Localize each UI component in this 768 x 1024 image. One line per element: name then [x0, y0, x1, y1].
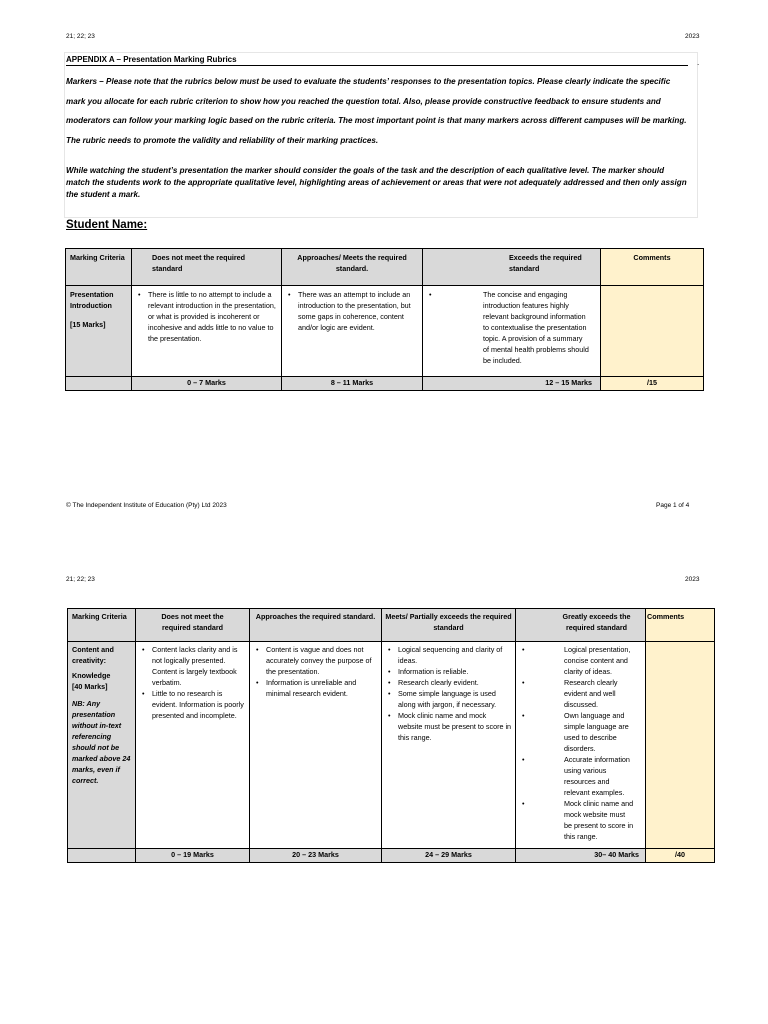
header-meets-partially-exceeds: Meets/ Partially exceeds the required standard: [382, 609, 516, 642]
descriptor-approaches-meets: [282, 286, 423, 377]
list-item: • Research clearly evident.: [384, 677, 512, 688]
descriptor-meets-partially-exceeds: [382, 642, 516, 849]
list-item: • Little to no research is evident. Information is poorly presented and incomplete.: [138, 688, 246, 721]
descriptor-approaches: [250, 642, 382, 849]
rubric-table-introduction: [65, 248, 704, 391]
header-exceeds: Exceeds the required standard: [423, 249, 601, 286]
list-item: • Research clearly evident and well discussed.: [518, 677, 635, 710]
marks-range-4: 30– 40 Marks: [516, 849, 646, 863]
page-header-right: 2023: [685, 33, 700, 40]
appendix-title: APPENDIX A – Presentation Marking Rubrics: [66, 55, 688, 66]
footer-page-number: Page 1 of 4: [656, 502, 690, 509]
criterion-marks: [40 Marks]: [72, 682, 108, 691]
list-item: • Information is unreliable and minimal research evident.: [252, 677, 378, 699]
footer-copyright: © The Independent Institute of Education (Pty) Ltd 2023: [66, 502, 227, 509]
rubric-table-content: [67, 608, 715, 863]
criterion-knowledge: Knowledge: [72, 671, 111, 680]
list-item: • Logical sequencing and clarity of ideas.: [384, 644, 512, 666]
criterion-marks: [15 Marks]: [70, 320, 106, 329]
list-item: • Mock clinic name and mock website must be present to score in this range.: [518, 798, 635, 842]
page-header-left: 21; 22; 23: [66, 576, 95, 583]
marks-range-3: 12 – 15 Marks: [423, 377, 601, 391]
marks-blank-cell: [68, 849, 136, 863]
marks-total: /40: [646, 849, 715, 863]
header-marking-criteria: Marking Criteria: [68, 609, 136, 642]
list-item: • There is little to no attempt to include a relevant introduction in the presentation, or what is provided is incoherent or incohesive and adds little to no value to the presentation.: [134, 289, 277, 344]
instructions-paragraph-1: Markers – Please note that the rubrics below must be used to evaluate the students’ responses to the presentation topics. Please clearly indicate the specific mark you allocate for each rubric criterion to show how you reached the question total. Also, please provide constructive feedback to ensure students and moderators can follow your marking logic based on the rubric criteria. The most important point is that many markers across different campuses will be marking. The rubric needs to promote the validity and reliability of their marking practices.: [66, 77, 687, 146]
student-name-label: Student Name:: [66, 219, 148, 231]
criterion-cell: [66, 286, 132, 377]
marks-range-2: 20 – 23 Marks: [250, 849, 382, 863]
marks-total: /15: [601, 377, 704, 391]
header-does-not-meet: Does not meet the required standard: [136, 609, 250, 642]
list-item: • Accurate information using various resources and relevant examples.: [518, 754, 635, 798]
list-item: • There was an attempt to include an introduction to the presentation, but some gaps in coherence, content and/or logic are evident.: [284, 289, 418, 333]
list-item: • Own language and simple language are used to describe disorders.: [518, 710, 635, 754]
header-does-not-meet: Does not meet the required standard: [132, 249, 282, 286]
criterion-name: Content and creativity:: [72, 645, 114, 665]
criterion-cell: [68, 642, 136, 849]
list-item: • The concise and engaging introduction features highly relevant background information to contextualise the presentation topic. A provision of a summary of mental health problems should be included.: [425, 289, 590, 366]
header-approaches: Approaches the required standard.: [250, 609, 382, 642]
list-item: • Some simple language is used along with jargon, if necessary.: [384, 688, 512, 710]
header-marking-criteria: Marking Criteria: [66, 249, 132, 286]
comments-cell[interactable]: [646, 642, 715, 849]
list-item: • Content lacks clarity and is not logically presented. Content is largely textbook verbatim.: [138, 644, 246, 688]
header-greatly-exceeds: Greatly exceeds the required standard: [516, 609, 646, 642]
marks-blank-cell: [66, 377, 132, 391]
header-approaches-meets: Approaches/ Meets the required standard.: [282, 249, 423, 286]
list-item: • Content is vague and does not accurately convey the purpose of the presentation.: [252, 644, 378, 677]
list-item: • Information is reliable.: [384, 666, 512, 677]
comments-cell[interactable]: [601, 286, 704, 377]
instructions-paragraph-2: While watching the student’s presentation the marker should consider the goals of the task and the description of each qualitative level. The marker should match the students work to the appropriate qualitative level, highlighting areas of achievement or areas that were not adequately addressed and then only assign the student a mark.: [66, 166, 687, 199]
marks-range-2: 8 – 11 Marks: [282, 377, 423, 391]
list-item: • Mock clinic name and mock website must be present to score in this range.: [384, 710, 512, 743]
header-comments: Comments: [601, 249, 704, 286]
marks-range-1: 0 – 19 Marks: [136, 849, 250, 863]
list-item: • Logical presentation, concise content and clarity of ideas.: [518, 644, 635, 677]
header-comments: Comments: [646, 609, 715, 642]
marks-range-1: 0 – 7 Marks: [132, 377, 282, 391]
page-header-left: 21; 22; 23: [66, 33, 95, 40]
descriptor-greatly-exceeds: [516, 642, 646, 849]
page-header-right: 2023: [685, 576, 700, 583]
descriptor-does-not-meet: [132, 286, 282, 377]
criterion-name: Presentation Introduction: [70, 290, 114, 310]
title-dot: .: [697, 58, 700, 67]
criterion-note: NB: Any presentation without in-text referencing should not be marked above 24 marks, even if correct.: [72, 699, 131, 785]
marks-range-3: 24 – 29 Marks: [382, 849, 516, 863]
descriptor-exceeds: [423, 286, 601, 377]
descriptor-does-not-meet: [136, 642, 250, 849]
